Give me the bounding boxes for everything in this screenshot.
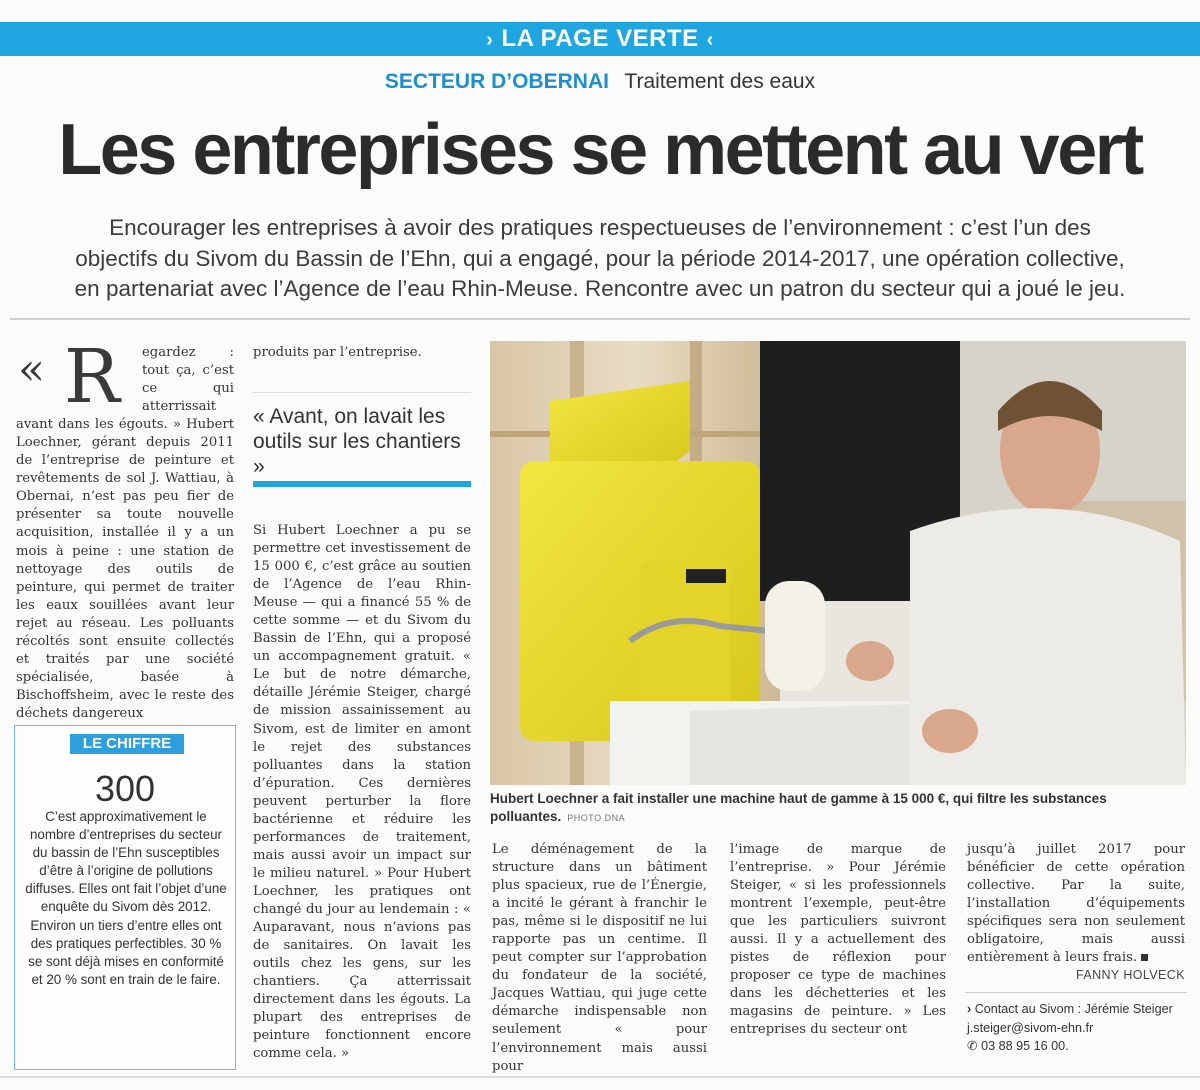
le-chiffre-tag: LE CHIFFRE [70, 734, 184, 754]
topic-label: Traitement des eaux [624, 70, 816, 93]
divider [965, 992, 1187, 993]
pull-quote: « Avant, on lavait les outils sur les chantiers » [253, 405, 461, 478]
photo-illustration [490, 341, 1186, 785]
chevron-right-icon: › [967, 1002, 972, 1016]
le-chiffre-number: 300 [94, 768, 156, 809]
chevron-left-icon: ‹ [706, 29, 714, 51]
column-4-text: l’image de marque de l’entreprise. » Pour Jérémie Steiger, « si les professionnels montrent l’exemple, peut-être que les particuliers suivront aussi. Il y a actuellement des pistes de réflexion pour proposer ce type de machines dans les déchetteries et les magasins de peinture. » Les entreprises du secteur ont [730, 842, 946, 1038]
column-2 [253, 522, 471, 1062]
column-1-text: egardez : tout ça, c’est ce qui atterrissait avant dans les égouts. » Hubert Loechner, gérant depuis 2011 de l’entreprise de peinture et revêtements de sol J. Wattiau, à Obernai, n’est pas peu fier de présenter sa toute nouvelle acquisition, installée il y a un mois à peine : une station de nettoyage des outils de peinture, qui permet de traiter les eaux souillées avant leur rejet au réseau. Les polluants récoltés sont ensuite collectés et traités par une société spécialisée, basée à Bischoffsheim, avec le reste des déchets dangereux [16, 345, 234, 721]
article-photo [490, 341, 1186, 785]
column-5 [967, 841, 1185, 967]
chapeau-line: en partenariat avec l’Agence de l’eau Rhin-Meuse. Rencontre avec un patron du secteur qui a joué le jeu. [74, 276, 1126, 301]
drop-cap: R [64, 334, 120, 420]
contact-block [967, 1000, 1192, 1056]
column-2-text: Si Hubert Loechner a pu se permettre cet investissement de 15 000 €, c’est grâce au soutien de l’Agence de l’eau Rhin-Meuse — qui a financé 55 % de cette somme — et du Sivom du Bassin de l’Ehn, qui a proposé un accompagnement gratuit. « Le but de notre démarche, détaille Jérémie Steiger, chargé de mission assainissement au Sivom, est de limiter en amont le rejet des substances polluantes dans la station d’épuration. Ces dernières peuvent perturber la flore bactérienne et réduire les performances de traitement, mais aussi avoir un impact sur le milieu naturel. » Pour Hubert Loechner, les pratiques ont changé du jour au lendemain : « Auparavant, nous n’avions pas de sanitaires. On lavait les outils chez les gens, sur les chantiers. Ça atterrissait directement dans les égouts. La plupart des entreprises de peinture fonctionnent encore comme cela. » [253, 523, 471, 1062]
column-1 [16, 334, 234, 721]
column-2-top [253, 344, 471, 362]
column-4 [730, 841, 946, 1061]
le-chiffre-text: C’est approximativement le nombre d’entreprises du secteur du bassin de l’Ehn susceptibles d’être à l’origine de pollutions diffuses. Elles ont fait l’objet d’une enquête du Sivom dès 2012. Environ un tiers d’entre elles ont des pratiques perfectibles. 30 % se sont déjà mises en conformité et 20 % sont en train de le faire. [25, 809, 227, 987]
photo-credit: PHOTO DNA [567, 813, 626, 823]
contact-text: Contact au Sivom : Jérémie Steiger j.steiger@sivom-ehn.fr [967, 1002, 1173, 1035]
headline: Les entreprises se mettent au vert [58, 110, 1142, 190]
column-5-text [967, 841, 1185, 967]
divider [0, 1076, 1200, 1078]
sector-label: SECTEUR D’OBERNAI [384, 70, 609, 93]
band-title: LA PAGE VERTE [501, 25, 699, 52]
chapeau [20, 213, 1180, 305]
pull-quote-rule [253, 481, 471, 487]
column-5-body: jusqu’à juillet 2017 pour bénéficier de cette opération collective. Par la suite, l’installation d’équipements spécifiques sera non seulement obligatoire, mais aussi entièrement à leurs frais. [967, 842, 1185, 966]
contact-phone: 03 88 95 16 00. [981, 1039, 1069, 1053]
end-mark [1141, 954, 1148, 961]
divider [253, 392, 471, 393]
phone-icon: ✆ [967, 1039, 978, 1053]
drop-cap-block [16, 334, 138, 420]
le-chiffre-box [14, 725, 236, 1070]
column-3-text: Le déménagement de la structure dans un bâtiment plus spacieux, rue de l’Énergie, a incité le gérant à franchir le pas, même si le dispositif ne lui rapporte pas un centime. Il peut compter sur l’approbation du fondateur de la société, Jacques Wattiau, qui juge cette démarche indispensable non seulement « pour l’environnement mais aussi pour [492, 842, 707, 1074]
chapeau-line: objectifs du Sivom du Bassin de l’Ehn, qui a engagé, pour la période 2014-2017, une opération collective, [75, 245, 1125, 271]
column-3 [492, 841, 707, 1074]
page-band [0, 22, 1200, 56]
divider [10, 318, 1190, 320]
chapeau-line: Encourager les entreprises à avoir des pratiques respectueuses de l’environnement : c’est l’un des [109, 215, 1091, 240]
column-2-top-text: produits par l’entreprise. [253, 345, 422, 360]
page-band-label [0, 25, 1200, 53]
photo-caption [490, 790, 1170, 827]
drop-quote: « [18, 344, 45, 395]
section-line [0, 70, 1200, 94]
caption-text: Hubert Loechner a fait installer une machine haut de gamme à 15 000 €, qui filtre les substances polluantes. [490, 791, 1107, 824]
chevron-right-icon: › [486, 29, 494, 51]
author-signature: FANNY HOLVECK [1076, 968, 1185, 982]
